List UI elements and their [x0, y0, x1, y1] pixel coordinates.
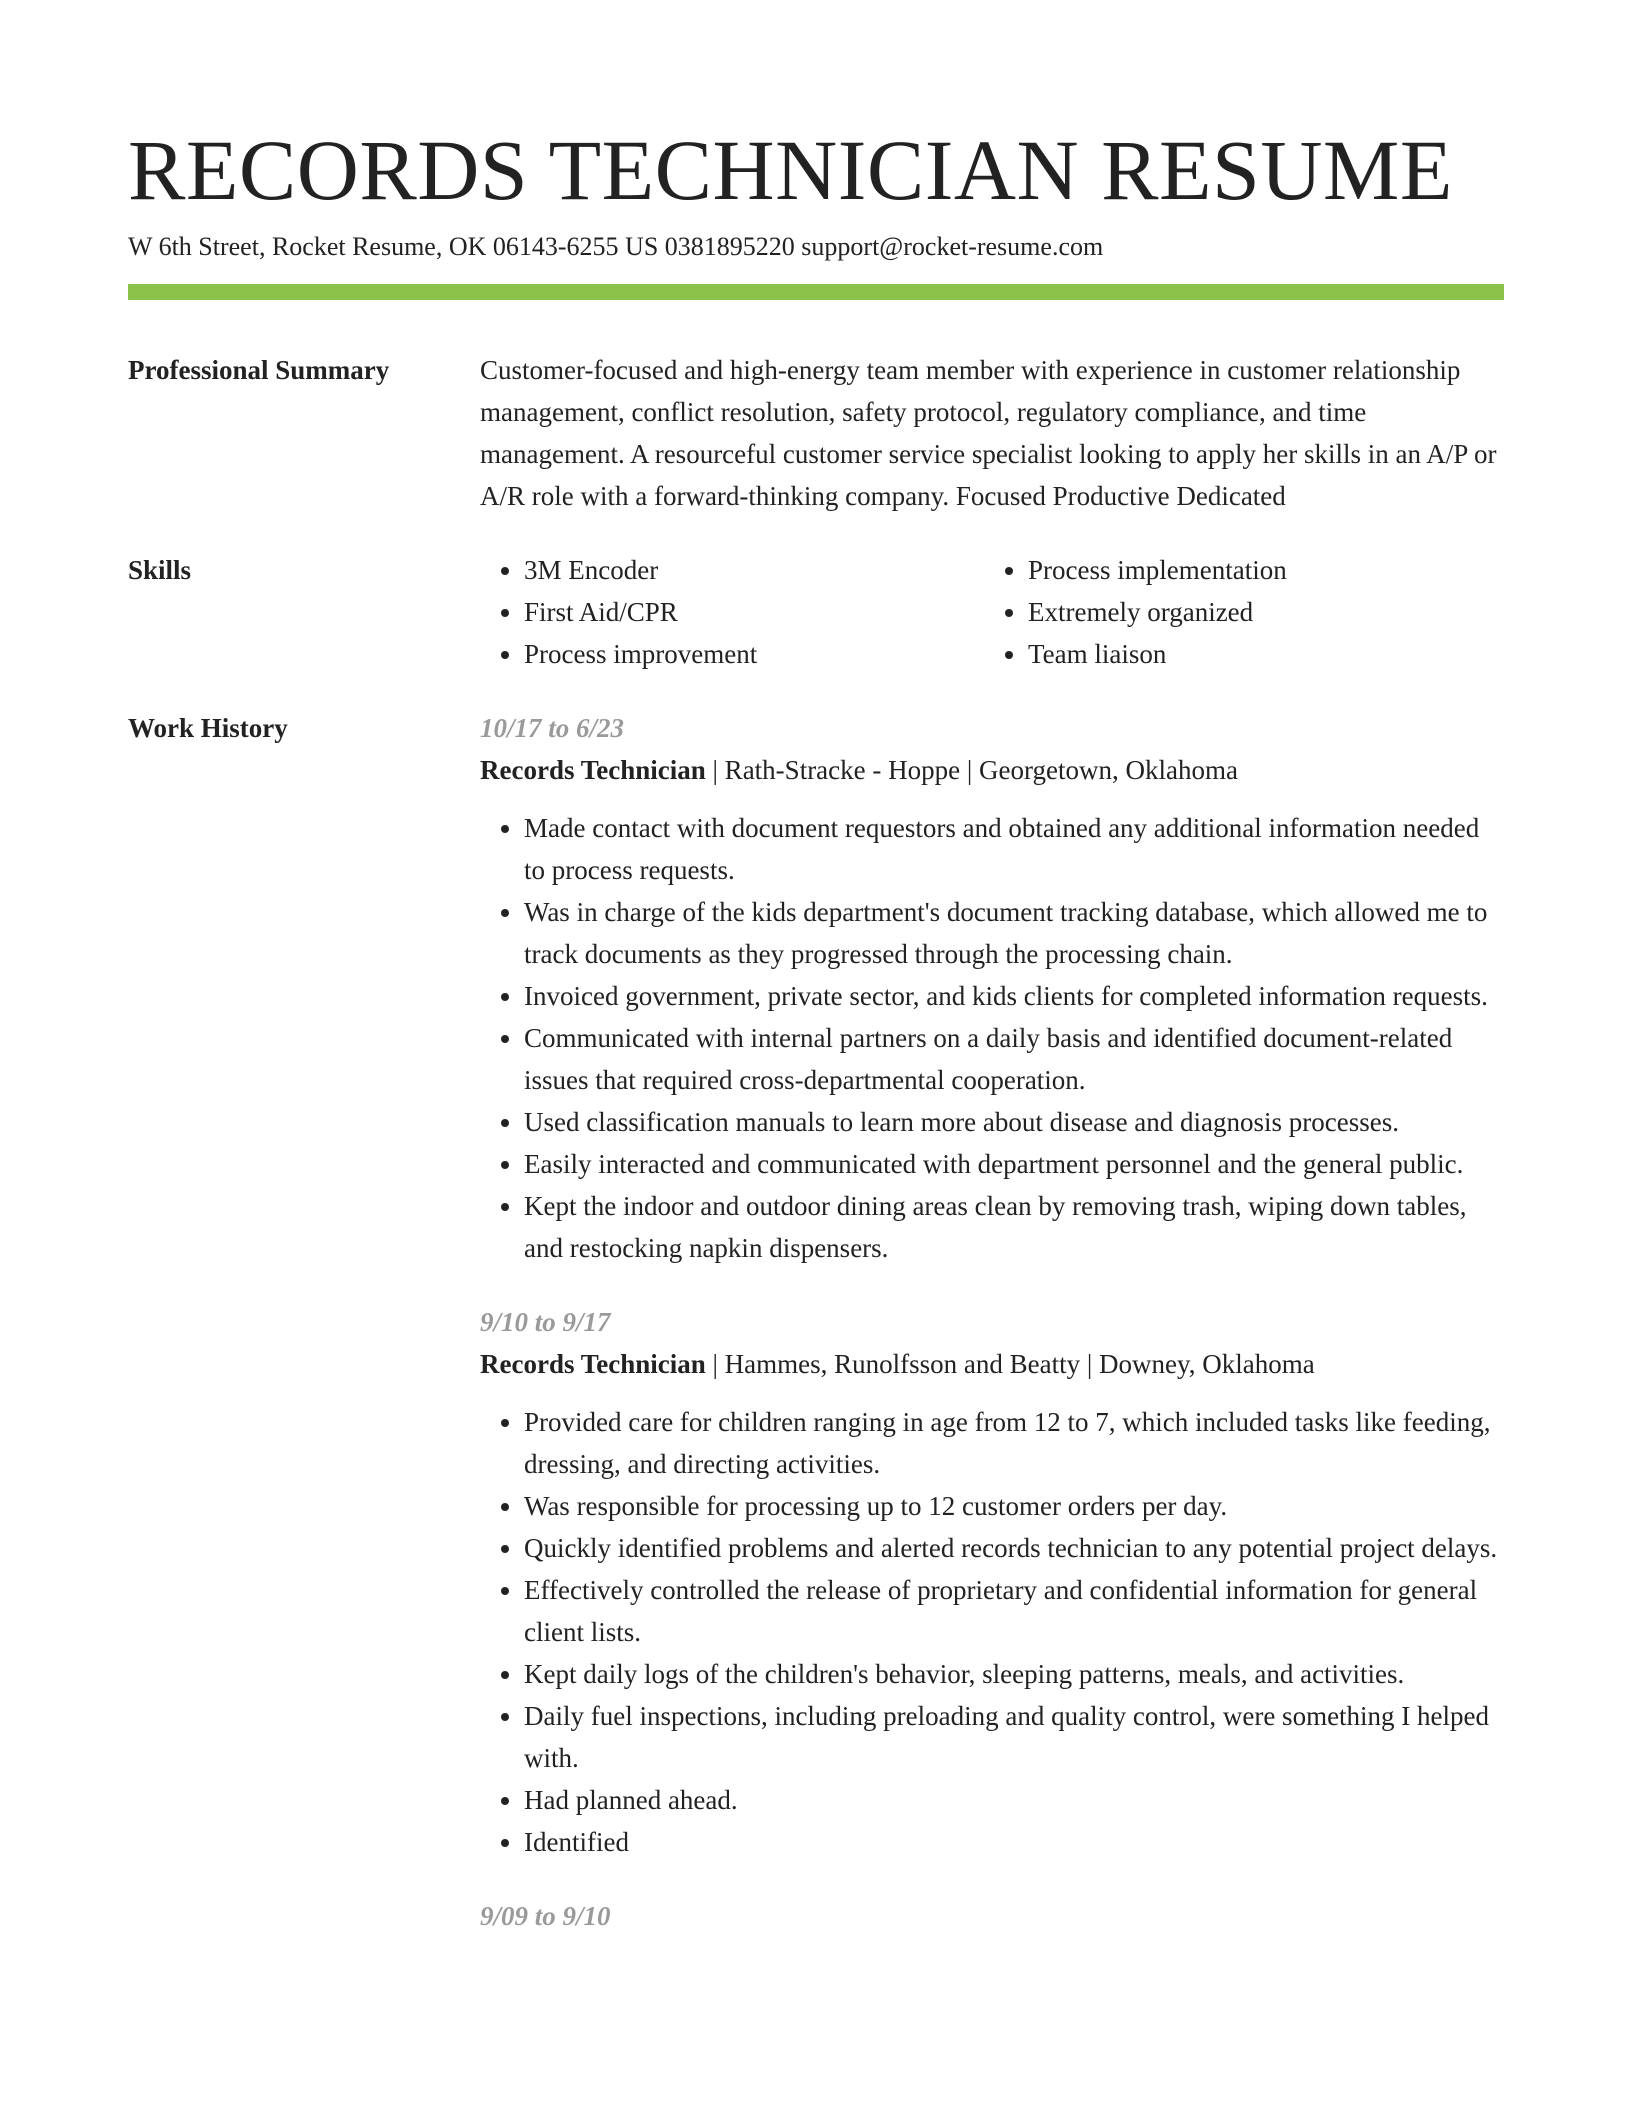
work-history-list — [480, 707, 1504, 1969]
job-duty-item: • Easily interacted and communicated with department personnel and the general public. — [524, 1143, 1504, 1185]
job-duty-item: • Kept daily logs of the children's behavior, sleeping patterns, meals, and activities. — [524, 1653, 1504, 1695]
job-duty-item: • Effectively controlled the release of proprietary and confidential information for general client lists. — [524, 1569, 1504, 1653]
section-label-work-history: Work History — [128, 713, 288, 743]
job-title: Records Technician — [480, 1349, 706, 1379]
skill-item: • Team liaison — [1028, 633, 1488, 675]
skill-item: • Extremely organized — [1028, 591, 1488, 633]
job-duty-item: • Quickly identified problems and alerted records technician to any potential project delays. — [524, 1527, 1504, 1569]
skills-column-1 — [480, 549, 984, 675]
job-dates: 9/09 to 9/10 — [480, 1901, 611, 1931]
summary-text: Customer-focused and high-energy team member with experience in customer relationship management, conflict resolution, safety protocol, regulatory compliance, and time management. A resourceful customer service specialist looking to apply her skills in an A/P or A/R role with a forward-thinking company. Focused Productive Dedicated — [480, 355, 1497, 511]
resume-title: RECORDS TECHNICIAN RESUME — [128, 122, 1453, 218]
skill-item: • First Aid/CPR — [524, 591, 984, 633]
contact-info: W 6th Street, Rocket Resume, OK 06143-6255 US 0381895220 support@rocket-resume.com — [128, 232, 1104, 261]
section-label-skills: Skills — [128, 555, 192, 585]
job-duty-item: • Invoiced government, private sector, and kids clients for completed information requests. — [524, 975, 1504, 1017]
section-label-summary: Professional Summary — [128, 355, 390, 385]
resume-page — [128, 120, 1504, 1969]
job-duty-item: • Had planned ahead. — [524, 1779, 1504, 1821]
job-duty-item: • Provided care for children ranging in age from 12 to 7, which included tasks like feeding, dressing, and directing activities. — [524, 1401, 1504, 1485]
skills-list — [480, 549, 1504, 675]
job-duty-item: • Used classification manuals to learn more about disease and diagnosis processes. — [524, 1101, 1504, 1143]
job-heading — [480, 1343, 1504, 1385]
job-duty-item: • Communicated with internal partners on a daily basis and identified document-related issues that required cross-departmental cooperation. — [524, 1017, 1504, 1101]
job-dates: 10/17 to 6/23 — [480, 713, 625, 743]
job-entry — [480, 707, 1504, 1269]
job-entry — [480, 1301, 1504, 1863]
job-duties — [480, 807, 1504, 1269]
job-duties — [480, 1401, 1504, 1863]
job-duty-item: • Was in charge of the kids department's document tracking database, which allowed me to track documents as they progressed through the processing chain. — [524, 891, 1504, 975]
job-title: Records Technician — [480, 755, 706, 785]
job-duty-item: • Kept the indoor and outdoor dining areas clean by removing trash, wiping down tables, and restocking napkin dispensers. — [524, 1185, 1504, 1269]
job-employer-location: | Rath-Stracke - Hoppe | Georgetown, Oklahoma — [705, 755, 1238, 785]
job-duty-item: • Daily fuel inspections, including preloading and quality control, were something I helped with. — [524, 1695, 1504, 1779]
job-duty-item: • Made contact with document requestors and obtained any additional information needed to process requests. — [524, 807, 1504, 891]
job-entry — [480, 1895, 1504, 1937]
skill-item: • Process implementation — [1028, 549, 1488, 591]
job-employer-location: | Hammes, Runolfsson and Beatty | Downey, Oklahoma — [705, 1349, 1315, 1379]
skills-column-2 — [984, 549, 1488, 675]
job-heading — [480, 749, 1504, 791]
skill-item: • Process improvement — [524, 633, 984, 675]
job-dates: 9/10 to 9/17 — [480, 1307, 611, 1337]
skills-section — [128, 549, 1504, 675]
summary-section — [128, 349, 1504, 517]
job-duty-item: • Identified — [524, 1821, 1504, 1863]
work-history-section — [128, 707, 1504, 1969]
job-duty-item: • Was responsible for processing up to 12 customer orders per day. — [524, 1485, 1504, 1527]
header-divider — [128, 284, 1504, 300]
skill-item: • 3M Encoder — [524, 549, 984, 591]
